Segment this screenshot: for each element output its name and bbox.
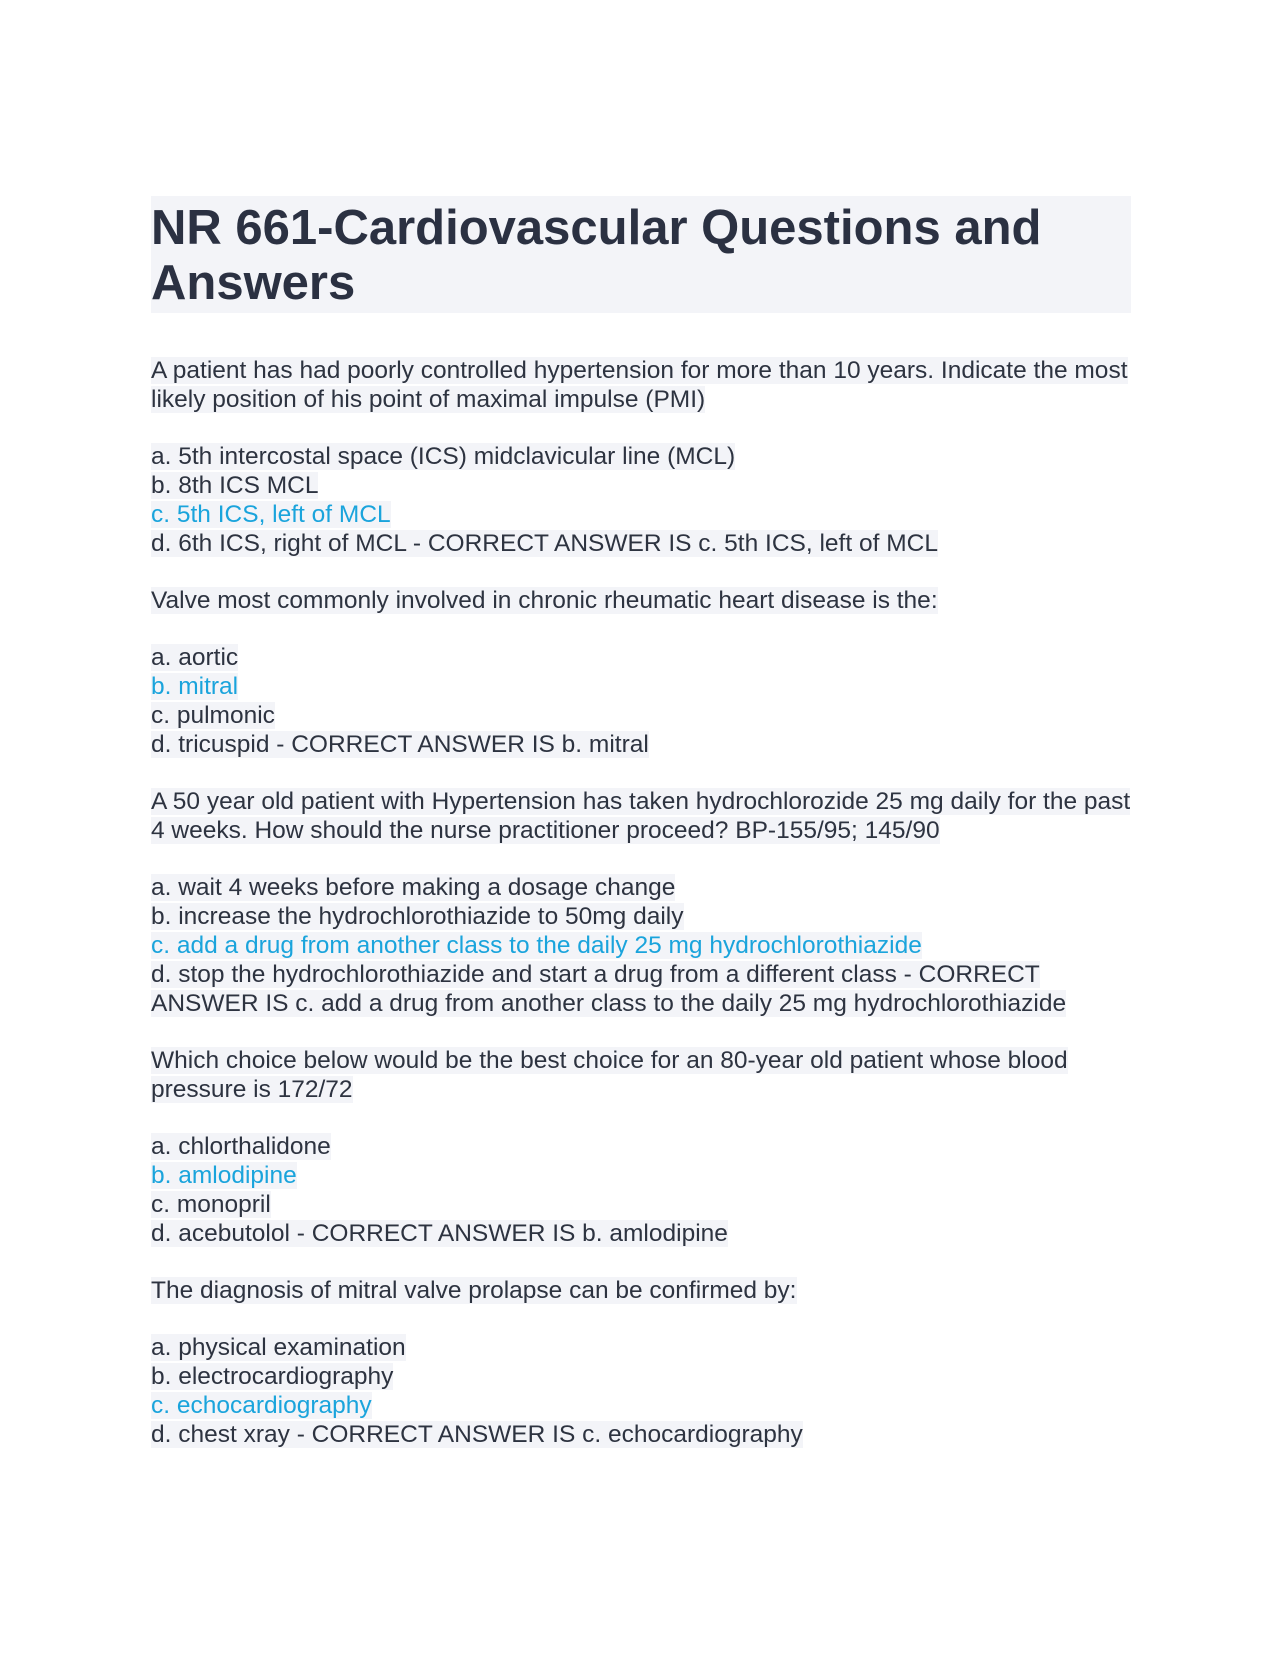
answer-option xyxy=(151,1219,1133,1248)
answer-options xyxy=(151,873,1133,1018)
title-block xyxy=(151,196,1131,313)
question-block xyxy=(151,1276,1133,1449)
answer-options xyxy=(151,643,1133,759)
option-text: a. wait 4 weeks before making a dosage change xyxy=(151,874,676,901)
option-text: b. amlodipine xyxy=(151,1162,297,1189)
question-text: A 50 year old patient with Hypertension has taken hydrochlorozide 25 mg daily for the past 4 weeks. How should the nurse practitioner proceed? BP-155/95; 145/90 xyxy=(151,788,1131,844)
option-text: c. 5th ICS, left of MCL xyxy=(151,501,391,528)
answer-option xyxy=(151,1333,1133,1362)
answer-option xyxy=(151,471,1133,500)
question-text: Which choice below would be the best choice for an 80-year old patient whose blood pressure is 172/72 xyxy=(151,1047,1068,1103)
option-text: c. pulmonic xyxy=(151,702,275,729)
answer-option xyxy=(151,730,1133,759)
answer-option xyxy=(151,1190,1133,1219)
question-text-block xyxy=(151,356,1133,414)
option-text: d. tricuspid - CORRECT ANSWER IS b. mitral xyxy=(151,731,649,758)
option-text: d. stop the hydrochlorothiazide and start a drug from a different class - CORRECT ANSWER IS c. add a drug from another class to the daily 25 mg hydrochlorothiazide xyxy=(151,961,1067,1017)
question-text-block xyxy=(151,586,1133,615)
option-text: c. add a drug from another class to the daily 25 mg hydrochlorothiazide xyxy=(151,932,922,959)
option-text: c. monopril xyxy=(151,1191,271,1218)
answer-option xyxy=(151,1132,1133,1161)
question-block xyxy=(151,586,1133,759)
document-page xyxy=(151,196,1133,1477)
option-text: d. acebutolol - CORRECT ANSWER IS b. amlodipine xyxy=(151,1220,728,1247)
correct-option xyxy=(151,1391,1133,1420)
answer-option xyxy=(151,701,1133,730)
answer-option xyxy=(151,1420,1133,1449)
option-text: a. aortic xyxy=(151,644,239,671)
question-text: Valve most commonly involved in chronic rheumatic heart disease is the: xyxy=(151,587,938,614)
page-title: NR 661-Cardiovascular Questions and Answers xyxy=(151,201,1042,310)
option-text: a. physical examination xyxy=(151,1334,406,1361)
correct-option xyxy=(151,1161,1133,1190)
option-text: a. chlorthalidone xyxy=(151,1133,331,1160)
correct-option xyxy=(151,672,1133,701)
option-text: d. chest xray - CORRECT ANSWER IS c. echocardiography xyxy=(151,1421,803,1448)
option-text: b. increase the hydrochlorothiazide to 50mg daily xyxy=(151,903,684,930)
question-list xyxy=(151,356,1133,1449)
question-text-block xyxy=(151,1046,1133,1104)
option-text: b. 8th ICS MCL xyxy=(151,472,319,499)
correct-option xyxy=(151,931,1133,960)
answer-options xyxy=(151,442,1133,558)
answer-option xyxy=(151,902,1133,931)
question-block xyxy=(151,356,1133,558)
question-text-block xyxy=(151,787,1133,845)
answer-option xyxy=(151,873,1133,902)
option-text: c. echocardiography xyxy=(151,1392,372,1419)
question-block xyxy=(151,787,1133,1018)
answer-options xyxy=(151,1333,1133,1449)
option-text: b. electrocardiography xyxy=(151,1363,394,1390)
question-text-block xyxy=(151,1276,1133,1305)
question-block xyxy=(151,1046,1133,1248)
option-text: d. 6th ICS, right of MCL - CORRECT ANSWER IS c. 5th ICS, left of MCL xyxy=(151,530,938,557)
answer-option xyxy=(151,529,1133,558)
answer-option xyxy=(151,442,1133,471)
option-text: b. mitral xyxy=(151,673,239,700)
answer-option xyxy=(151,1362,1133,1391)
answer-option xyxy=(151,643,1133,672)
question-text: The diagnosis of mitral valve prolapse can be confirmed by: xyxy=(151,1277,797,1304)
option-text: a. 5th intercostal space (ICS) midclavicular line (MCL) xyxy=(151,443,736,470)
question-text: A patient has had poorly controlled hypertension for more than 10 years. Indicate the most likely position of his point of maximal impulse (PMI) xyxy=(151,357,1128,413)
answer-option xyxy=(151,960,1133,1018)
answer-options xyxy=(151,1132,1133,1248)
correct-option xyxy=(151,500,1133,529)
